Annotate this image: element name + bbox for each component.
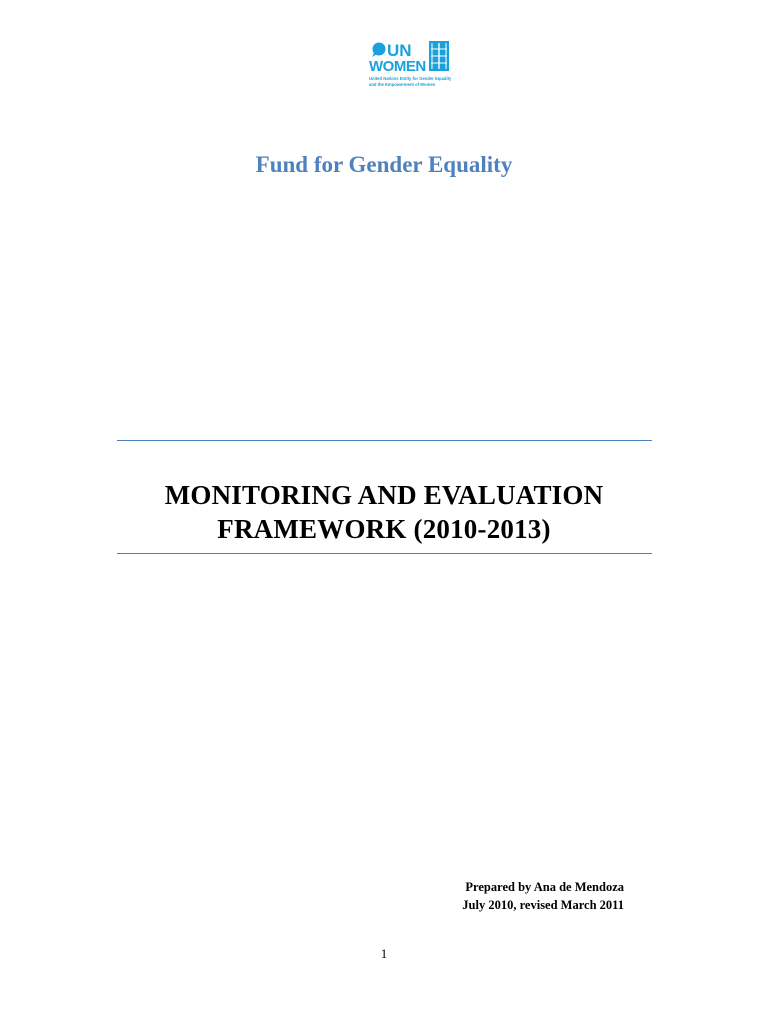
page-number: 1	[380, 946, 388, 961]
logo-women-text: WOMEN	[369, 58, 426, 75]
prepared-by-date: July 2010, revised March 2011	[462, 898, 624, 912]
logo-un-text: UN	[387, 41, 412, 60]
un-emblem-icon	[429, 41, 449, 71]
prepared-by-block	[462, 878, 624, 914]
document-title-line-1: MONITORING AND EVALUATION	[164, 480, 604, 510]
document-title	[100, 478, 668, 546]
title-rule-top	[117, 440, 652, 441]
prepared-by-author: Prepared by Ana de Mendoza	[465, 880, 624, 894]
logo-tagline-1: United Nations Entity for Gender Equality	[369, 76, 452, 81]
document-title-line-2: FRAMEWORK (2010-2013)	[217, 514, 551, 544]
fund-title: Fund for Gender Equality	[255, 152, 513, 177]
title-rule-bottom	[117, 553, 652, 554]
un-women-logo	[366, 38, 456, 92]
logo-tagline-2: and the Empowerment of Women	[369, 82, 436, 87]
logo-bubble-icon	[372, 43, 386, 58]
